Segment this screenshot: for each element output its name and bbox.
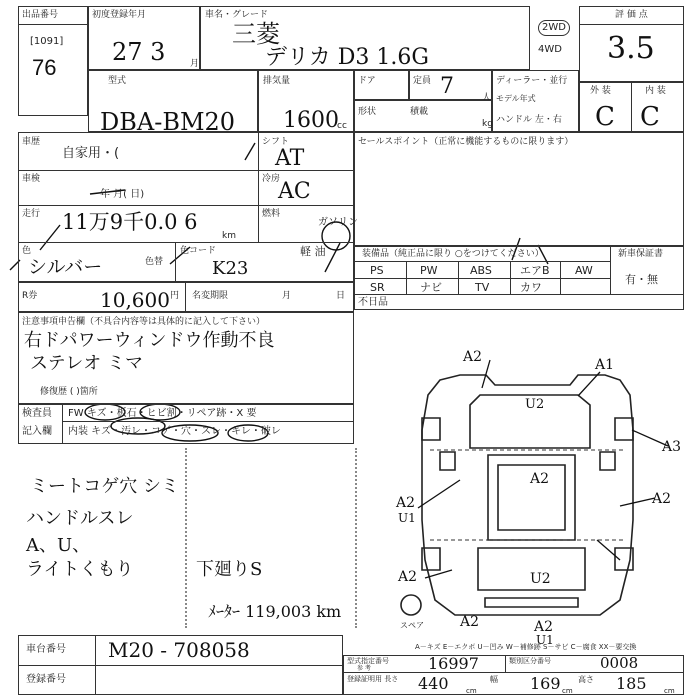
color-code-value: K23 xyxy=(212,258,249,279)
fuel-options: 軽 油 xyxy=(300,245,326,258)
category-no-value: 0008 xyxy=(600,654,639,672)
first-reg-label: 初度登録年月 xyxy=(92,10,147,20)
damage-mark: A2 xyxy=(460,614,480,630)
equip-ps: PS xyxy=(370,264,384,277)
remark-5: 下廻りS xyxy=(196,559,263,580)
model-code-value: DBA-BM20 xyxy=(100,108,236,136)
cargo-label: 積載 xyxy=(410,107,429,117)
model-label: 型式 xyxy=(108,76,127,86)
mileage-value: 11万9千0.0 6 xyxy=(62,210,198,234)
mileage-unit: km xyxy=(222,231,236,241)
reg-no-label: 登録番号 xyxy=(26,674,66,685)
damage-mark: A2 xyxy=(396,495,416,511)
mileage-label: 走行 xyxy=(22,209,41,219)
remark-1: ミートコゲ穴 シミ xyxy=(30,476,180,497)
damage-mark: A2 xyxy=(463,349,483,365)
damage-legend: A－キズ E－エクボ U－凹み W－補修跡 S－サビ C－腐食 XX－要交換 xyxy=(415,643,637,651)
warranty-label: 新車保証書 xyxy=(618,249,664,259)
maker-value: 三菱 xyxy=(232,20,280,48)
shift-label: シフト xyxy=(262,137,290,147)
cooler-label: 冷房 xyxy=(262,174,281,184)
notice-line-2: ステレオ ミマ xyxy=(30,353,144,374)
fuel-value: ガソリン xyxy=(318,217,358,228)
remark-2: ハンドルスレ xyxy=(26,508,134,529)
damage-mark: A2 xyxy=(652,491,672,507)
interior-label: 内 装 xyxy=(645,86,666,96)
first-reg-month: 月 xyxy=(190,59,200,69)
dealer-label: ディーラー・並行 xyxy=(496,76,568,86)
type-designation-value: 16997 xyxy=(428,654,479,673)
cargo-unit: kg xyxy=(482,119,493,129)
score-value: 3.5 xyxy=(607,31,655,66)
interior-grade: C xyxy=(640,102,660,132)
score-label: 評 価 点 xyxy=(615,10,648,20)
damage-mark: A2 xyxy=(530,471,550,487)
displacement-value: 1600 xyxy=(283,108,339,133)
type-designation-label: 型式指定番号 xyxy=(347,657,389,665)
lot-code: [1091] xyxy=(30,36,64,47)
4wd-option: 4WD xyxy=(538,44,562,55)
damage-mark: A1 xyxy=(595,357,615,373)
sales-points-box xyxy=(354,132,684,246)
width-value: 169 xyxy=(530,674,561,693)
exterior-grade: C xyxy=(595,102,615,132)
deadline-month: 月 xyxy=(282,291,292,301)
first-reg-value: 27 3 xyxy=(112,38,166,66)
deadline-day: 日 xyxy=(336,291,346,301)
damage-mark: U2 xyxy=(530,571,551,587)
equip-pw: PW xyxy=(420,264,438,277)
equip-airbag: エアB xyxy=(520,264,550,277)
model-name-value: デリカ D3 1.6G xyxy=(265,45,429,70)
remark-3: A、U、 xyxy=(26,535,91,556)
color-code-label: 色コード xyxy=(180,246,217,256)
exterior-label: 外 装 xyxy=(590,86,611,96)
category-no-label: 類別区分番号 xyxy=(509,657,551,665)
deadline-label: 名変期限 xyxy=(192,291,229,301)
shift-value: AT xyxy=(275,146,305,171)
damage-mark: U1 xyxy=(536,633,554,647)
equip-tv: TV xyxy=(475,281,490,294)
damage-mark: U2 xyxy=(525,397,545,412)
lot-number: 76 xyxy=(32,55,57,80)
spare-label: スペア xyxy=(400,621,424,630)
height-value: 185 xyxy=(616,674,647,693)
capacity-label: 定員 xyxy=(413,76,432,86)
inspector-label: 検査員 xyxy=(22,408,52,419)
fuel-label: 燃料 xyxy=(262,209,281,219)
length-value: 440 xyxy=(418,674,449,693)
record-label: 記入欄 xyxy=(22,426,52,437)
interior-color-label: 色替 xyxy=(145,257,164,267)
frame-number-value: M20 - 708058 xyxy=(108,638,250,662)
damage-mark: A3 xyxy=(662,439,682,455)
repair-history-label: 修復歴 ( )箇所 xyxy=(40,387,98,397)
inspection-value: 年 月( 日) xyxy=(100,189,145,200)
recycle-amount: 10,600 xyxy=(100,288,170,312)
height-label: 高さ xyxy=(578,675,594,684)
door-label: ドア xyxy=(358,76,376,86)
width-label: 幅 xyxy=(490,675,498,684)
lot-label: 出品番号 xyxy=(22,10,59,20)
damage-mark: A2 xyxy=(398,569,418,585)
equip-leather: カワ xyxy=(520,281,542,294)
2wd-option: 2WD xyxy=(538,20,570,36)
recycle-box xyxy=(18,282,354,312)
vehicle-type-label: 車歴 xyxy=(22,137,41,147)
damage-mark: U1 xyxy=(398,511,416,525)
notice-label: 注意事項申告欄（不具合内容等は具体的に記入して下さい） xyxy=(22,317,266,327)
model-year-label: モデル年式 xyxy=(496,94,536,103)
make-grade-label: 車名・グレード xyxy=(205,10,269,20)
color-value: シルバー xyxy=(28,256,103,278)
shape-label: 形状 xyxy=(358,107,377,117)
remark-4: ライトくもり xyxy=(26,559,134,580)
height-unit: cm xyxy=(664,687,675,695)
equip-sr: SR xyxy=(370,281,385,294)
sales-points-label: セールスポイント（正常に機能するものに限ります） xyxy=(358,137,574,147)
length-unit: cm xyxy=(466,687,477,695)
handle-label: ハンドル 左・右 xyxy=(496,115,562,125)
damage-mark: A2 xyxy=(534,619,554,635)
displacement-unit: cc xyxy=(337,121,347,131)
interior-line: 内装 キズ・汚レ・コゲ・穴・スレ・キレ・破レ xyxy=(68,426,281,437)
type-designation-ref: 参 考 xyxy=(357,665,371,672)
odometer-note: ﾒｰﾀｰ 119,003 km xyxy=(208,602,342,621)
vehicle-type-value: 自家用・( xyxy=(62,146,120,161)
warranty-options: 有・無 xyxy=(625,273,658,286)
recycle-unit: 円 xyxy=(170,291,180,301)
no-date-label: 不日品 xyxy=(358,297,388,308)
equip-aw: AW xyxy=(575,264,593,277)
capacity-unit: 人 xyxy=(482,93,492,103)
equipment-label: 装備品（純正品に限り ○をつけてください） xyxy=(362,249,544,259)
displacement-label: 排気量 xyxy=(263,76,291,86)
frame-no-label: 車台番号 xyxy=(26,644,66,655)
equip-navi: ナビ xyxy=(420,281,442,294)
fw-line: FW キズ・板石・ヒビ割・リペア跡・X 要 xyxy=(68,408,257,419)
notice-line-1: 右ドパワーウィンドウ作動不良 xyxy=(24,330,275,351)
equip-abs: ABS xyxy=(470,264,492,277)
color-label: 色 xyxy=(22,246,32,256)
length-label: 登録証明用 長さ xyxy=(347,675,399,683)
cooler-value: AC xyxy=(278,179,311,204)
width-unit: cm xyxy=(562,687,573,695)
capacity-value: 7 xyxy=(440,74,454,99)
inspection-label: 車検 xyxy=(22,174,41,184)
recycle-label: R券 xyxy=(22,291,38,301)
